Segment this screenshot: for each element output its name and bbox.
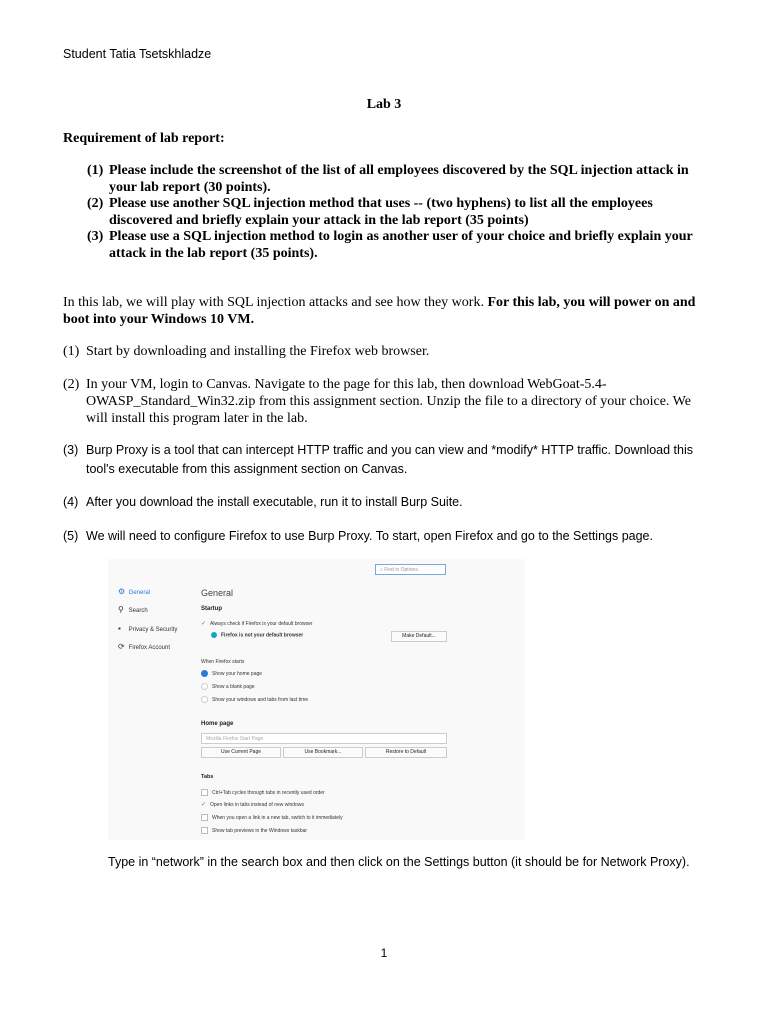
requirement-number: (1) [87,163,104,178]
gear-icon: ⚙ [118,587,126,596]
radio-icon [201,683,208,690]
step-item [63,441,713,479]
restore-default-button[interactable]: Restore to Default [365,747,447,758]
search-icon: ⌕ [380,567,385,573]
when-starts-label: When Firefox starts [201,659,245,665]
home-page-heading: Home page [201,721,234,727]
requirement-text: Please use another SQL injection method that uses -- (two hyphens) to list all the employees discovered and briefly explain your attack in the lab report (35 points) [109,196,653,228]
home-page-input[interactable]: Mozilla Firefox Start Page [201,733,447,744]
nav-search[interactable]: ⚲ Search [118,605,148,614]
requirement-number: (3) [87,229,104,244]
nav-general[interactable]: ⚙ General [118,587,151,596]
tab-previews-checkbox[interactable]: Show tab previews in the Windows taskbar [201,827,307,834]
student-name: Student Tatia Tsetskhladze [63,47,212,61]
page-number: 1 [380,946,388,960]
step-item [63,493,713,512]
firefox-settings-screenshot [108,559,525,840]
intro-bold: For this lab, you will power on and boot into your Windows 10 VM. [63,295,696,327]
step-number: (1) [63,344,80,359]
checkbox-icon [201,789,208,796]
not-default-status: Firefox is not your default browser [211,632,303,638]
requirement-text: Please use a SQL injection method to login as another user of your choice and briefly explain your attack in the lab report (35 points). [109,229,693,261]
sync-icon: ⟳ [118,642,125,651]
info-icon [211,632,217,638]
requirement-number: (2) [87,196,104,211]
step-text: In your VM, login to Canvas. Navigate to the page for this lab, then download WebGoat-5.4-OWASP_Standard_Win32.zip from this assignment section. Unzip the file to a directory of your choice. We will install this program later in the lab. [86,377,691,426]
step-text: Burp Proxy is a tool that can intercept HTTP traffic and you can view and *modify* HTTP traffic. Download this tool's executable from this assignment section on Canvas. [86,443,693,476]
use-current-page-button[interactable]: Use Current Page [201,747,281,758]
step-item [63,343,713,360]
intro-paragraph [63,294,703,328]
check-icon: ✓ [201,621,207,627]
lock-icon: ▪ [118,624,121,633]
tabs-heading: Tabs [201,774,214,780]
nav-firefox-account[interactable]: ⟳ Firefox Account [118,642,171,651]
search-icon: ⚲ [118,605,124,614]
open-links-tabs-checkbox[interactable]: ✓ Open links in tabs instead of new windows [201,802,304,808]
show-windows-tabs-radio[interactable]: Show your windows and tabs from last time [201,696,308,703]
step-text: After you download the install executable, run it to install Burp Suite. [86,495,463,509]
general-heading: General [201,588,234,598]
nav-privacy-security[interactable]: ▪ Privacy & Security [118,624,178,633]
requirements-heading: Requirement of lab report: [63,131,225,146]
step-text: Start by downloading and installing the Firefox web browser. [86,344,430,359]
use-bookmark-button[interactable]: Use Bookmark... [283,747,363,758]
step-number: (4) [63,495,79,509]
step-number: (3) [63,443,79,457]
switch-new-tab-checkbox[interactable]: When you open a link in a new tab, switch to it immediately [201,814,343,821]
ctrl-tab-checkbox[interactable]: Ctrl+Tab cycles through tabs in recently used order [201,789,325,796]
requirement-item [87,163,697,196]
page-title: Lab 3 [366,97,402,112]
check-icon: ✓ [201,802,207,808]
requirement-item [87,196,697,229]
intro-text: In this lab, we will play with SQL injection attacks and see how they work. [63,295,488,310]
radio-selected-icon [201,670,208,677]
make-default-button[interactable]: Make Default... [391,631,447,642]
always-check-checkbox[interactable]: ✓ Always check if Firefox is your default browser [201,621,313,627]
requirement-text: Please include the screenshot of the list of all employees discovered by the SQL injection attack in your lab report (30 points). [109,163,689,195]
step-text: We will need to configure Firefox to use Burp Proxy. To start, open Firefox and go to the Settings page. [86,529,653,543]
startup-heading: Startup [201,606,222,612]
checkbox-icon [201,814,208,821]
find-in-options-input[interactable]: ⌕ Find in Options [375,564,446,575]
step-item [63,376,713,427]
show-home-page-radio[interactable]: Show your home page [201,670,262,677]
step-item [63,527,713,546]
checkbox-icon [201,827,208,834]
screenshot-caption: Type in “network” in the search box and then click on the Settings button (it should be for Network Proxy). [108,855,690,869]
step-number: (5) [63,529,79,543]
step-number: (2) [63,377,80,392]
show-blank-page-radio[interactable]: Show a blank page [201,683,255,690]
requirement-item [87,229,697,262]
radio-icon [201,696,208,703]
